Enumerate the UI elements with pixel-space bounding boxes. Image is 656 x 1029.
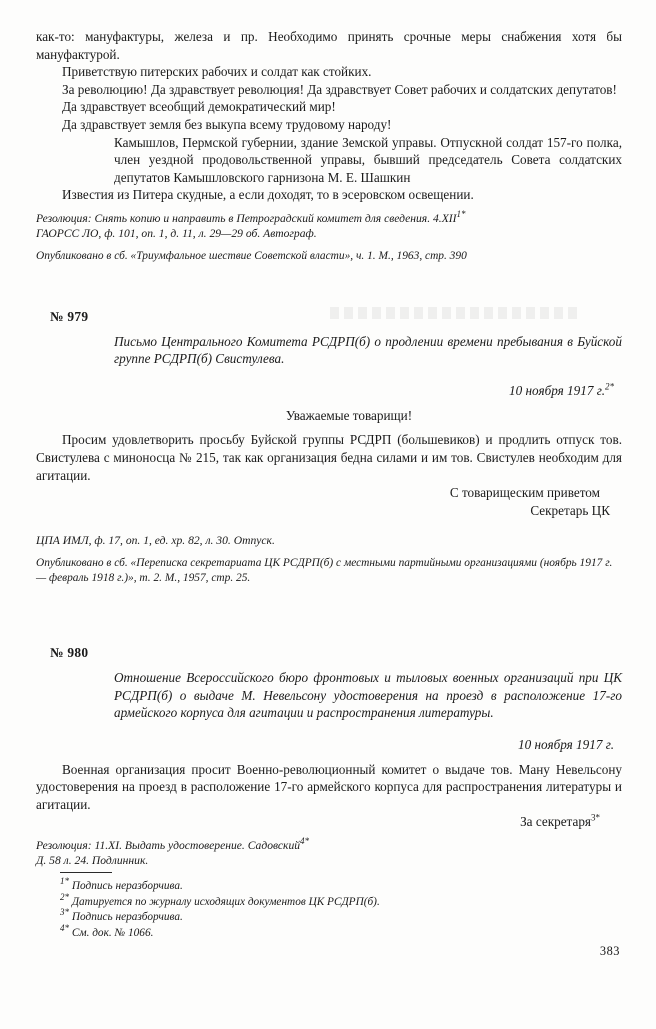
footnote-ref-2: 2* bbox=[605, 381, 614, 392]
published-ref-979: Опубликовано в сб. «Переписка секретариата ЦК РСДРП(б) с местными партийными организациями (ноябрь 1917 г.— февраль 1918 г.)», т. 2. М., 1957, стр. 25. bbox=[36, 556, 613, 584]
resolution-text: 11.XI. Выдать удостоверение. Садовский bbox=[94, 839, 301, 853]
resolution-text: Снять копию и направить в Петроградский комитет для сведения. 4.XII bbox=[94, 211, 457, 225]
paragraph-continuation: как-то: мануфактуры, железа и пр. Необходимо принять срочные меры снабжения хотя бы мануфактурой. bbox=[36, 29, 622, 62]
doc-number-980 bbox=[36, 644, 622, 662]
paragraph-greeting: Приветствую питерских рабочих и солдат как стойких. bbox=[62, 64, 372, 80]
doc-date-979 bbox=[36, 382, 614, 400]
resolution-note-top bbox=[36, 211, 622, 226]
footnote-marker: 4* bbox=[60, 923, 69, 934]
doc-signature-text: За секретаря bbox=[520, 814, 591, 830]
footnote-ref-3: 3* bbox=[591, 813, 600, 824]
footnote-marker: 1* bbox=[60, 876, 69, 887]
paragraph-news: Известия из Питера скудные, а если доходят, то в эсеровском освещении. bbox=[62, 187, 474, 203]
doc-salutation-979: Уважаемые товарищи! bbox=[285, 407, 413, 423]
footnote-item bbox=[60, 907, 480, 926]
doc-closing-979: С товарищеским приветом bbox=[449, 485, 600, 501]
paragraph-slogans-2: Да здравствует всеобщий демократический мир! bbox=[62, 99, 336, 115]
archive-ref-top: ГАОРСС ЛО, ф. 101, оп. 1, д. 11, л. 29—29 об. Автограф. bbox=[36, 227, 317, 241]
resolution-label: Резолюция: bbox=[36, 839, 92, 853]
footnote-item bbox=[60, 891, 480, 911]
footnote-text: Датируется по журналу исходящих документов ЦК РСДРП(б). bbox=[71, 895, 380, 908]
resolution-note-980 bbox=[36, 838, 622, 853]
doc-signature-979: Секретарь ЦК bbox=[530, 502, 610, 518]
paragraph-slogans-3: Да здравствует земля без выкупа всему трудовому народу! bbox=[62, 116, 392, 132]
footnote-marker: 3* bbox=[60, 907, 69, 918]
doc-heading-979: Письмо Центрального Комитета РСДРП(б) о продлении времени пребывания в Буйской группе РСДРП(б) Свистулева. bbox=[114, 333, 622, 367]
doc-date-980: 10 ноября 1917 г. bbox=[518, 737, 614, 753]
doc-body-979: Просим удовлетворить просьбу Буйской группы РСДРП (большевиков) и продлить отпуск тов. Свистулева с миноносца № 215, так как организация бедна силами и им тов. Свистулев необходим для агитации. bbox=[36, 432, 622, 483]
doc-body-980: Военная организация просит Военно-революционный комитет о выдаче тов. Ману Невельсону удостоверения на проезд в расположение 17-го армейского корпуса для распространения литературы и агитации. bbox=[36, 761, 622, 812]
published-ref-top: Опубликовано в сб. «Триумфальное шествие Советской власти», ч. 1. М., 1963, стр. 390 bbox=[36, 249, 467, 262]
paragraph-slogans-1: За революцию! Да здравствует революция! Да здравствует Совет рабочих и солдатских депутатов! bbox=[62, 81, 617, 97]
doc-signature-980 bbox=[36, 813, 600, 831]
archive-ref-980: Д. 58 л. 24. Подлинник. bbox=[36, 854, 149, 868]
doc-number-label: № 979 bbox=[50, 308, 89, 324]
resolution-label: Резолюция: bbox=[36, 211, 92, 225]
footnotes-section bbox=[60, 872, 480, 941]
doc-date-text: 10 ноября 1917 г. bbox=[509, 383, 605, 399]
doc-heading-980: Отношение Всероссийского бюро фронтовых и тыловых военных организаций при ЦК РСДРП(б) о выдаче М. Невельсону удостоверения на проезд в расположение 17-го армейского корпуса для агитации и распространения литературы. bbox=[114, 669, 622, 721]
footnote-ref-4: 4* bbox=[300, 836, 310, 847]
footnote-marker: 2* bbox=[60, 891, 69, 902]
footnote-text: Подпись неразборчива. bbox=[71, 880, 183, 892]
footnote-item bbox=[60, 923, 480, 942]
paragraph-signature-block: Камышлов, Пермской губернии, здание Земской управы. Отпускной солдат 157-го полка, член уездной продовольственной управы, бывший председатель Совета солдатских депутатов Камышловского гарнизона М. Е. Шашкин bbox=[114, 134, 622, 185]
doc-number-979 bbox=[36, 308, 622, 326]
footnote-divider bbox=[60, 872, 112, 873]
page-number: 383 bbox=[599, 944, 620, 958]
archive-ref-979: ЦПА ИМЛ, ф. 17, оп. 1, ед. хр. 82, л. 30. Отпуск. bbox=[36, 534, 275, 548]
page-content bbox=[36, 28, 622, 869]
doc-number-label: № 980 bbox=[50, 645, 89, 661]
footnote-item bbox=[60, 876, 480, 895]
footnote-text: См. док. № 1066. bbox=[71, 926, 154, 939]
footnote-ref-1: 1* bbox=[456, 209, 466, 220]
footnote-text: Подпись неразборчива. bbox=[71, 911, 183, 924]
